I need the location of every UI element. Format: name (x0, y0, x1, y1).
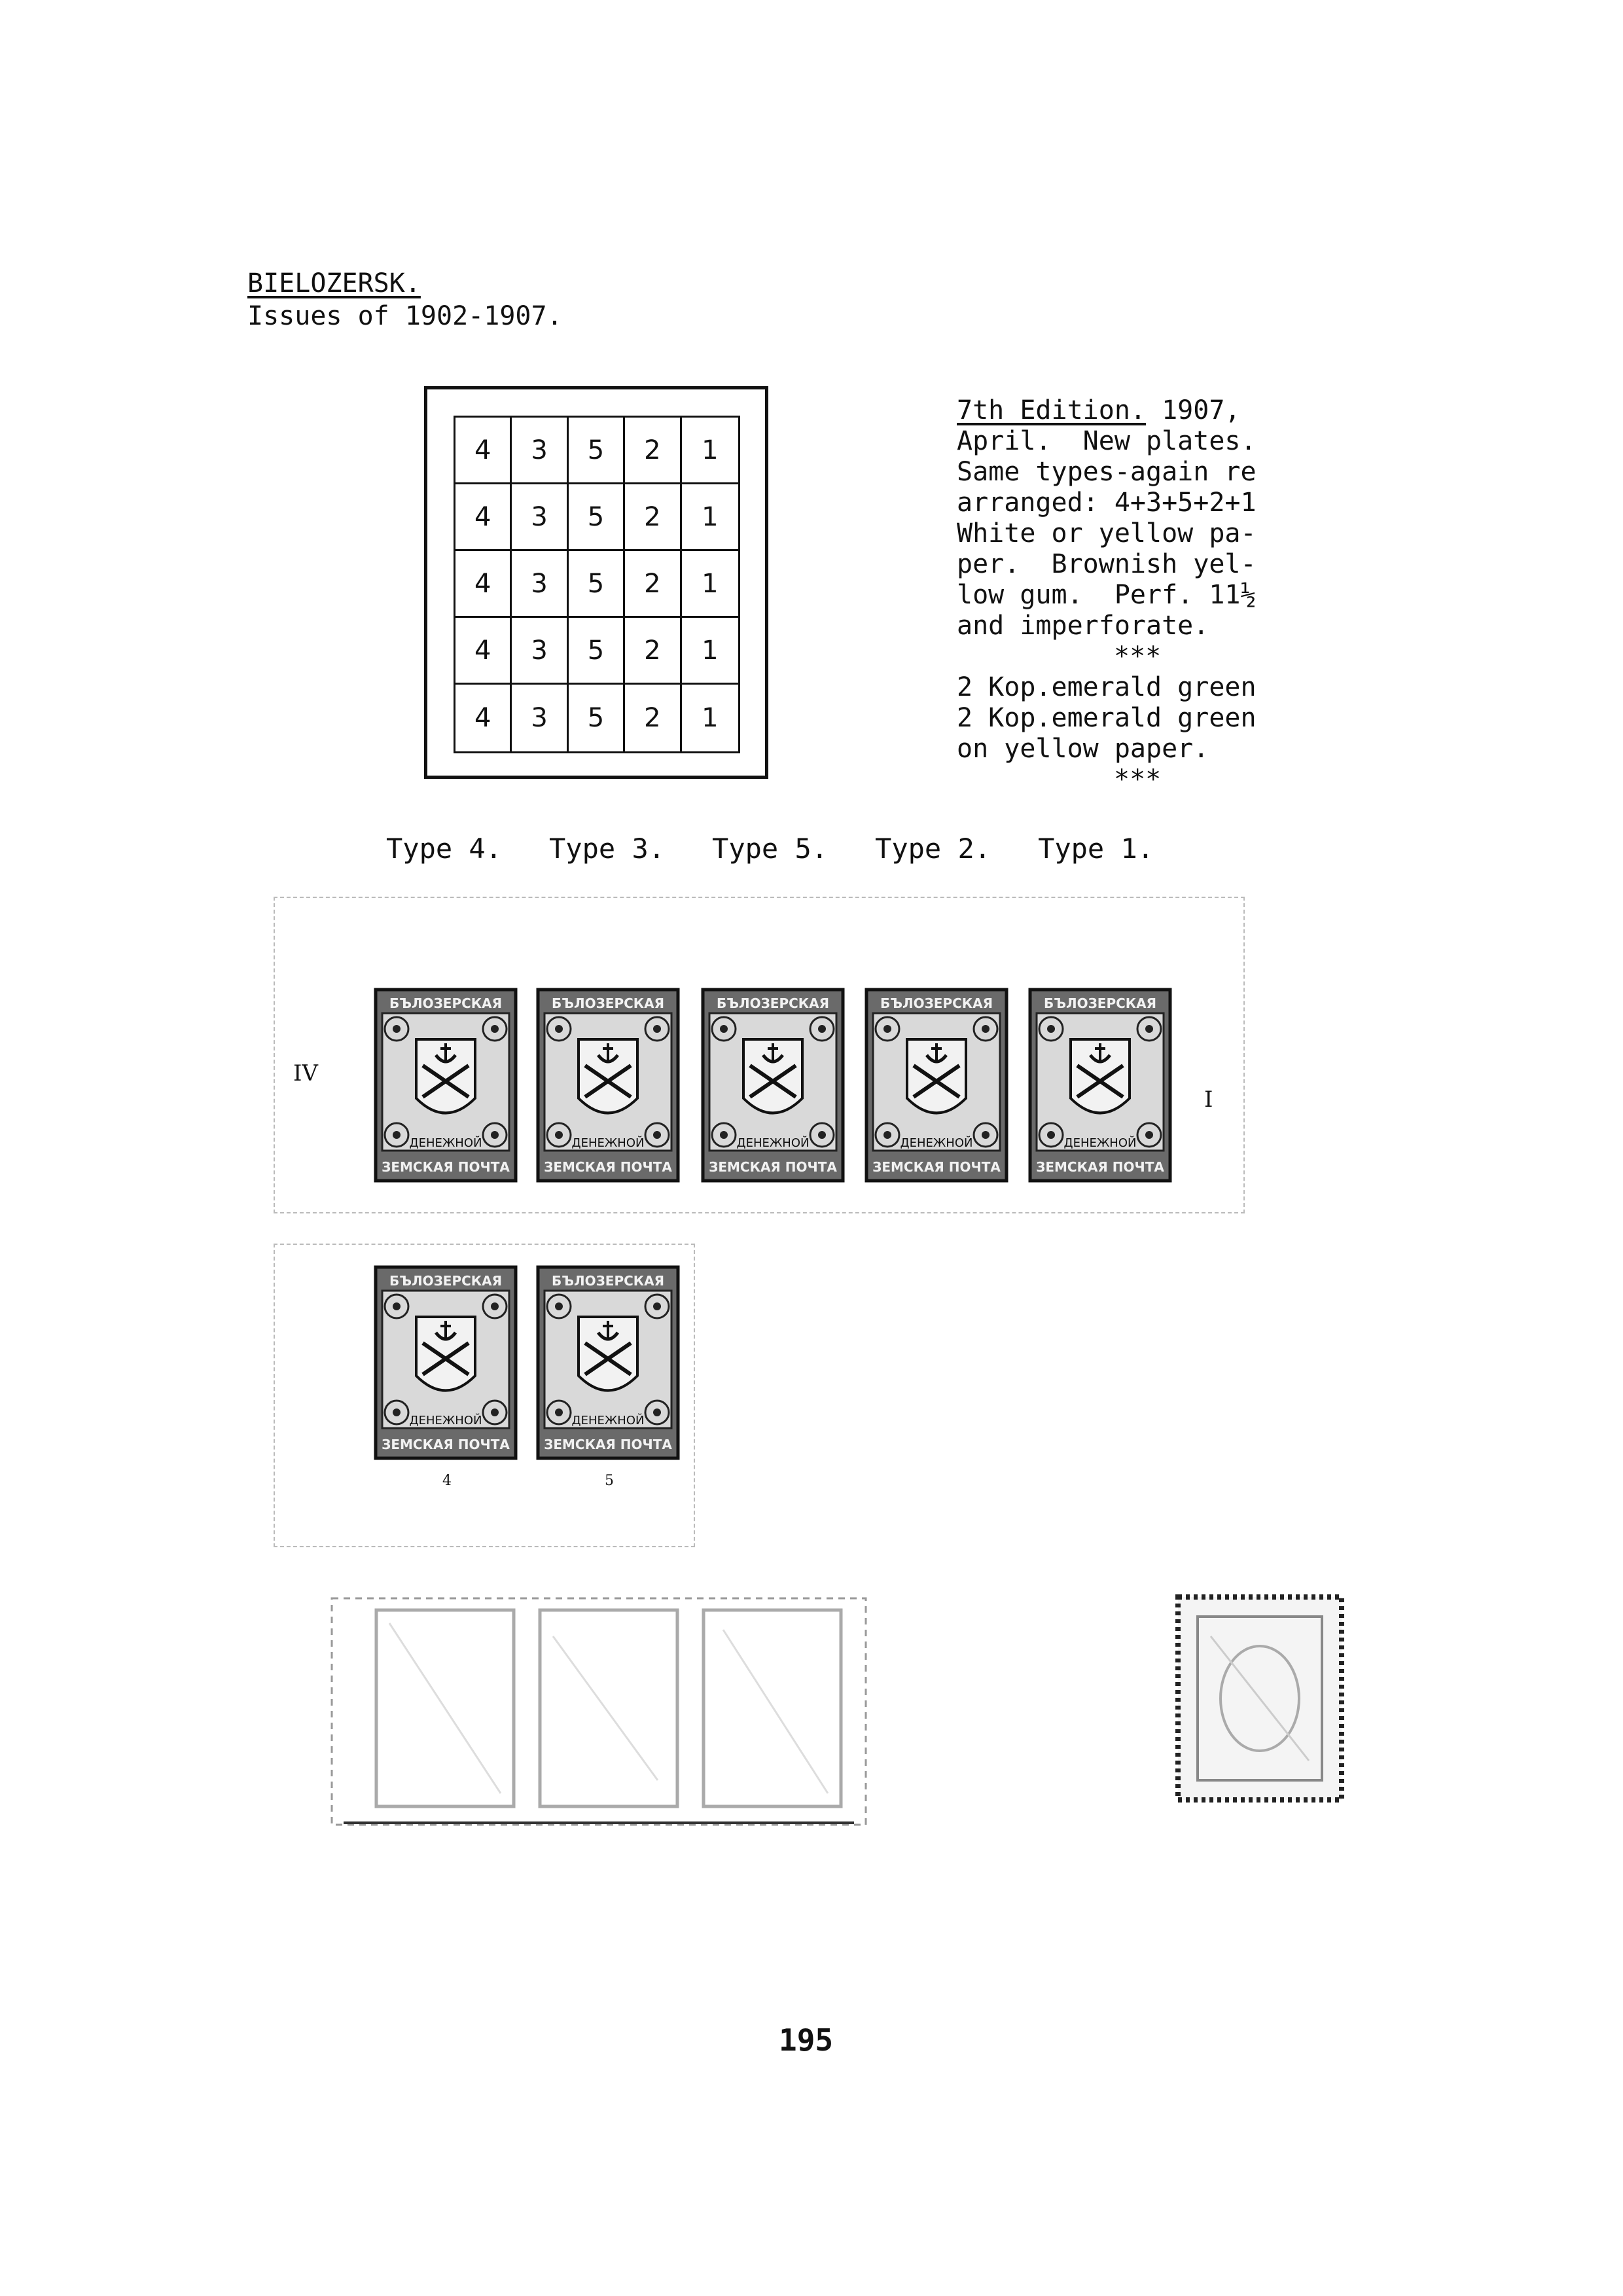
plate-cell: 5 (569, 685, 625, 751)
small-mark: 5 (605, 1473, 614, 1489)
edition-line: on yellow paper. (957, 734, 1209, 764)
stamp-inscription-top: БЪЛОЗЕРСКАЯ (389, 1273, 503, 1289)
plate-cell: 1 (682, 418, 738, 484)
plate-cell: 2 (625, 484, 681, 551)
stamp-inscription-top: БЪЛОЗЕРСКАЯ (551, 996, 665, 1011)
stamp-svg (373, 1265, 518, 1461)
stamp-svg (700, 987, 846, 1183)
stamp-inscription-bottom: ЗЕМСКАЯ ПОЧТА (544, 1159, 672, 1175)
faded-stamp-strip (330, 1597, 867, 1826)
edition-line: and imperforate. (957, 611, 1209, 641)
stamp-svg (864, 987, 1009, 1183)
stamp-image (373, 1265, 518, 1461)
type-label: Type 4. (386, 833, 503, 865)
plate-cell: 4 (455, 685, 512, 751)
type-labels (386, 833, 1154, 865)
stamp-inscription-bottom: ЗЕМСКАЯ ПОЧТА (1036, 1159, 1164, 1175)
type-label: Type 1. (1038, 833, 1154, 865)
type-label: Type 5. (712, 833, 829, 865)
stamp-svg (373, 987, 518, 1183)
stamp-image (535, 987, 681, 1183)
plate-grid (454, 416, 740, 753)
stamp-inscription-value: ДЕНЕЖНОЙ (736, 1136, 810, 1150)
edition-line: White or yellow pa- (957, 518, 1257, 548)
stamp-inscription-value: ДЕНЕЖНОЙ (571, 1414, 645, 1427)
stamp-svg (535, 987, 681, 1183)
plate-cell: 2 (625, 685, 681, 751)
stamp-image (373, 987, 518, 1183)
stamp-inscription-top: БЪЛОЗЕРСКАЯ (551, 1273, 665, 1289)
plate-cell: 4 (455, 618, 512, 685)
separator-stars: *** (1114, 641, 1162, 672)
plate-cell: 5 (569, 551, 625, 618)
stamp-inscription-top: БЪЛОЗЕРСКАЯ (1043, 996, 1157, 1011)
plate-cell: 1 (702, 703, 719, 733)
stamp-inscription-value: ДЕНЕЖНОЙ (1063, 1136, 1137, 1150)
edition-description (957, 395, 1323, 795)
stamp-inscription-bottom: ЗЕМСКАЯ ПОЧТА (382, 1159, 510, 1175)
page-subtitle: Issues of 1902-1907. (247, 301, 563, 331)
plate-diagram (424, 386, 768, 779)
plate-cell: 5 (569, 618, 625, 685)
edition-line: Same types-again re (957, 457, 1257, 487)
plate-cell: 2 (625, 618, 681, 685)
small-mark: 4 (442, 1473, 452, 1489)
separator-stars: *** (1114, 764, 1162, 795)
plate-cell: 4 (455, 484, 512, 551)
plate-cell: 1 (682, 551, 738, 618)
stamp-inscription-value: ДЕНЕЖНОЙ (409, 1136, 482, 1150)
plate-cell: 3 (512, 551, 568, 618)
edition-line: low gum. Perf. 11½ (957, 580, 1257, 610)
type-label: Type 2. (875, 833, 991, 865)
roman-numeral-right: I (1204, 1086, 1213, 1113)
plate-cell: 2 (625, 418, 681, 484)
stamp-svg (1027, 987, 1173, 1183)
plate-cell: 1 (682, 618, 738, 685)
plate-cell: 5 (569, 418, 625, 484)
page-title: BIELOZERSK. (247, 268, 421, 298)
edition-line: per. Brownish yel- (957, 549, 1257, 579)
edition-line: arranged: 4+3+5+2+1 (957, 488, 1257, 518)
stamp-svg (535, 1265, 681, 1461)
roman-numeral-left: IV (293, 1060, 318, 1086)
perforated-stamp (1171, 1590, 1348, 1806)
stamp-strip-svg (330, 1597, 867, 1826)
type-label: Type 3. (549, 833, 666, 865)
stamp-inscription-top: БЪЛОЗЕРСКАЯ (716, 996, 830, 1011)
edition-line: 2 Kop.emerald green (957, 672, 1257, 702)
stamp-image (1027, 987, 1173, 1183)
perforated-stamp-svg (1171, 1590, 1348, 1806)
stamp-image (535, 1265, 681, 1461)
stamp-inscription-value: ДЕНЕЖНОЙ (571, 1136, 645, 1150)
stamp-image (700, 987, 846, 1183)
edition-line: April. New plates. (957, 426, 1257, 456)
page-number: 195 (779, 2022, 834, 2058)
plate-cell: 3 (512, 618, 568, 685)
stamp-inscription-bottom: ЗЕМСКАЯ ПОЧТА (872, 1159, 1001, 1175)
plate-cell: 3 (512, 484, 568, 551)
plate-cell: 2 (625, 551, 681, 618)
edition-line: 1907, (1145, 395, 1241, 425)
stamp-inscription-value: ДЕНЕЖНОЙ (900, 1136, 973, 1150)
plate-cell: 5 (569, 484, 625, 551)
stamp-inscription-bottom: ЗЕМСКАЯ ПОЧТА (544, 1437, 672, 1452)
stamp-inscription-bottom: ЗЕМСКАЯ ПОЧТА (709, 1159, 837, 1175)
stamp-inscription-bottom: ЗЕМСКАЯ ПОЧТА (382, 1437, 510, 1452)
edition-title: 7th Edition. (957, 395, 1146, 425)
edition-line: 2 Kop.emerald green (957, 703, 1257, 733)
plate-cell: 3 (512, 418, 568, 484)
heading (247, 267, 563, 332)
plate-cell: 4 (455, 418, 512, 484)
plate-cell: 1 (682, 484, 738, 551)
plate-cell: 3 (512, 685, 568, 751)
stamp-inscription-value: ДЕНЕЖНОЙ (409, 1414, 482, 1427)
stamp-image (864, 987, 1009, 1183)
stamp-inscription-top: БЪЛОЗЕРСКАЯ (880, 996, 993, 1011)
stamp-inscription-top: БЪЛОЗЕРСКАЯ (389, 996, 503, 1011)
plate-cell: 4 (455, 551, 512, 618)
